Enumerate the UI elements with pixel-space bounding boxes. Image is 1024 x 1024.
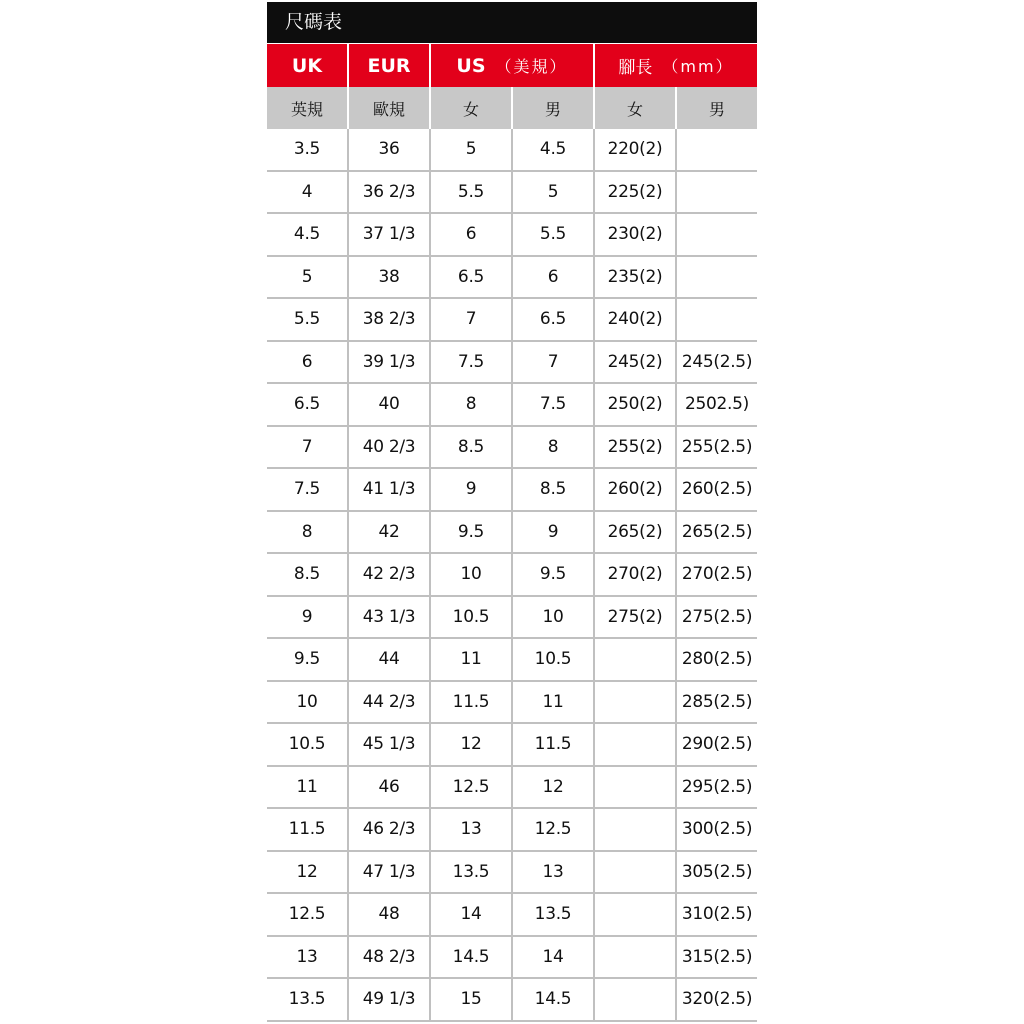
cell-us-men: 12.5 — [513, 809, 595, 852]
cell-foot-men: 280(2.5) — [677, 639, 757, 682]
size-table — [267, 43, 757, 1022]
cell-foot-men: 295(2.5) — [677, 767, 757, 810]
cell-foot-women — [595, 852, 677, 895]
cell-us-women: 9 — [431, 469, 513, 512]
cell-foot-men: 305(2.5) — [677, 852, 757, 895]
header-us — [431, 44, 595, 87]
cell-us-men: 4.5 — [513, 129, 595, 172]
cell-foot-men: 265(2.5) — [677, 512, 757, 555]
cell-foot-men — [677, 214, 757, 257]
cell-uk: 6.5 — [267, 384, 349, 427]
cell-foot-women — [595, 809, 677, 852]
cell-uk: 13.5 — [267, 979, 349, 1022]
cell-uk: 6 — [267, 342, 349, 385]
cell-foot-women — [595, 724, 677, 767]
cell-us-men: 11 — [513, 682, 595, 725]
cell-foot-women: 240(2) — [595, 299, 677, 342]
cell-us-men: 5 — [513, 172, 595, 215]
cell-us-women: 10.5 — [431, 597, 513, 640]
cell-eur: 41 1/3 — [349, 469, 431, 512]
cell-eur: 36 2/3 — [349, 172, 431, 215]
cell-us-women: 6 — [431, 214, 513, 257]
cell-foot-women: 250(2) — [595, 384, 677, 427]
cell-eur: 37 1/3 — [349, 214, 431, 257]
cell-uk: 11.5 — [267, 809, 349, 852]
cell-uk: 8.5 — [267, 554, 349, 597]
header-us-sub: （美規） — [495, 57, 568, 76]
cell-us-women: 5 — [431, 129, 513, 172]
cell-us-women: 13 — [431, 809, 513, 852]
cell-foot-women: 235(2) — [595, 257, 677, 300]
subheader-us-women: 女 — [431, 87, 513, 129]
cell-uk: 8 — [267, 512, 349, 555]
header-foot-label: 腳長 — [618, 58, 653, 78]
cell-us-men: 11.5 — [513, 724, 595, 767]
cell-eur: 45 1/3 — [349, 724, 431, 767]
header-us-label: US — [456, 54, 486, 77]
cell-us-women: 6.5 — [431, 257, 513, 300]
cell-uk: 4.5 — [267, 214, 349, 257]
cell-us-women: 9.5 — [431, 512, 513, 555]
header-foot-length — [595, 44, 757, 87]
cell-uk: 12 — [267, 852, 349, 895]
cell-us-men: 13 — [513, 852, 595, 895]
cell-eur: 38 — [349, 257, 431, 300]
cell-uk: 7 — [267, 427, 349, 470]
cell-uk: 5 — [267, 257, 349, 300]
subheader-uk: 英規 — [267, 87, 349, 129]
cell-uk: 11 — [267, 767, 349, 810]
cell-eur: 46 2/3 — [349, 809, 431, 852]
cell-foot-men: 285(2.5) — [677, 682, 757, 725]
cell-uk: 12.5 — [267, 894, 349, 937]
cell-eur: 40 2/3 — [349, 427, 431, 470]
cell-us-men: 7.5 — [513, 384, 595, 427]
cell-foot-women — [595, 979, 677, 1022]
cell-foot-men — [677, 299, 757, 342]
cell-us-men: 7 — [513, 342, 595, 385]
cell-us-women: 7 — [431, 299, 513, 342]
cell-eur: 49 1/3 — [349, 979, 431, 1022]
subheader-foot-men: 男 — [677, 87, 757, 129]
cell-us-men: 10.5 — [513, 639, 595, 682]
cell-foot-women: 275(2) — [595, 597, 677, 640]
cell-us-men: 8.5 — [513, 469, 595, 512]
cell-eur: 38 2/3 — [349, 299, 431, 342]
cell-us-women: 10 — [431, 554, 513, 597]
cell-eur: 36 — [349, 129, 431, 172]
cell-us-women: 5.5 — [431, 172, 513, 215]
cell-foot-men: 255(2.5) — [677, 427, 757, 470]
header-uk-label: UK — [291, 54, 323, 77]
cell-foot-men: 310(2.5) — [677, 894, 757, 937]
cell-eur: 43 1/3 — [349, 597, 431, 640]
cell-eur: 48 — [349, 894, 431, 937]
cell-us-women: 8 — [431, 384, 513, 427]
cell-us-women: 14 — [431, 894, 513, 937]
cell-foot-men — [677, 172, 757, 215]
cell-us-men: 9.5 — [513, 554, 595, 597]
cell-foot-men: 290(2.5) — [677, 724, 757, 767]
cell-foot-men: 270(2.5) — [677, 554, 757, 597]
cell-foot-women — [595, 682, 677, 725]
subheader-eur: 歐規 — [349, 87, 431, 129]
cell-uk: 5.5 — [267, 299, 349, 342]
cell-foot-men: 320(2.5) — [677, 979, 757, 1022]
cell-us-women: 12.5 — [431, 767, 513, 810]
cell-eur: 40 — [349, 384, 431, 427]
cell-uk: 10.5 — [267, 724, 349, 767]
cell-us-men: 6.5 — [513, 299, 595, 342]
cell-foot-women: 260(2) — [595, 469, 677, 512]
cell-uk: 13 — [267, 937, 349, 980]
cell-us-women: 12 — [431, 724, 513, 767]
cell-us-women: 14.5 — [431, 937, 513, 980]
cell-us-men: 12 — [513, 767, 595, 810]
cell-foot-men: 260(2.5) — [677, 469, 757, 512]
cell-uk: 9 — [267, 597, 349, 640]
cell-eur: 46 — [349, 767, 431, 810]
header-uk — [267, 44, 349, 87]
header-foot-sub: （mm） — [662, 57, 734, 76]
cell-us-men: 14.5 — [513, 979, 595, 1022]
cell-us-men: 9 — [513, 512, 595, 555]
cell-foot-women: 270(2) — [595, 554, 677, 597]
cell-uk: 4 — [267, 172, 349, 215]
cell-us-men: 6 — [513, 257, 595, 300]
cell-us-women: 7.5 — [431, 342, 513, 385]
cell-foot-men: 300(2.5) — [677, 809, 757, 852]
subheader-foot-women: 女 — [595, 87, 677, 129]
cell-foot-women — [595, 937, 677, 980]
cell-foot-women: 220(2) — [595, 129, 677, 172]
cell-foot-women: 245(2) — [595, 342, 677, 385]
cell-foot-women — [595, 894, 677, 937]
cell-us-women: 15 — [431, 979, 513, 1022]
cell-eur: 47 1/3 — [349, 852, 431, 895]
cell-us-women: 11.5 — [431, 682, 513, 725]
cell-uk: 9.5 — [267, 639, 349, 682]
cell-us-women: 13.5 — [431, 852, 513, 895]
cell-us-men: 10 — [513, 597, 595, 640]
subheader-us-men: 男 — [513, 87, 595, 129]
cell-foot-men: 275(2.5) — [677, 597, 757, 640]
cell-foot-women: 255(2) — [595, 427, 677, 470]
cell-us-women: 8.5 — [431, 427, 513, 470]
cell-uk: 10 — [267, 682, 349, 725]
cell-us-men: 8 — [513, 427, 595, 470]
cell-eur: 42 — [349, 512, 431, 555]
cell-foot-women: 230(2) — [595, 214, 677, 257]
cell-foot-women: 225(2) — [595, 172, 677, 215]
cell-eur: 39 1/3 — [349, 342, 431, 385]
cell-foot-men: 245(2.5) — [677, 342, 757, 385]
header-eur-label: EUR — [367, 54, 411, 77]
cell-foot-men — [677, 129, 757, 172]
cell-us-women: 11 — [431, 639, 513, 682]
cell-us-men: 13.5 — [513, 894, 595, 937]
size-chart-title: 尺碼表 — [267, 2, 757, 43]
cell-us-men: 14 — [513, 937, 595, 980]
header-eur — [349, 44, 431, 87]
cell-uk: 7.5 — [267, 469, 349, 512]
cell-uk: 3.5 — [267, 129, 349, 172]
cell-foot-women — [595, 767, 677, 810]
size-chart — [267, 2, 757, 1022]
cell-eur: 44 2/3 — [349, 682, 431, 725]
cell-eur: 42 2/3 — [349, 554, 431, 597]
cell-foot-women — [595, 639, 677, 682]
cell-foot-women: 265(2) — [595, 512, 677, 555]
cell-eur: 44 — [349, 639, 431, 682]
cell-us-men: 5.5 — [513, 214, 595, 257]
cell-eur: 48 2/3 — [349, 937, 431, 980]
cell-foot-men: 2502.5) — [677, 384, 757, 427]
cell-foot-men: 315(2.5) — [677, 937, 757, 980]
cell-foot-men — [677, 257, 757, 300]
